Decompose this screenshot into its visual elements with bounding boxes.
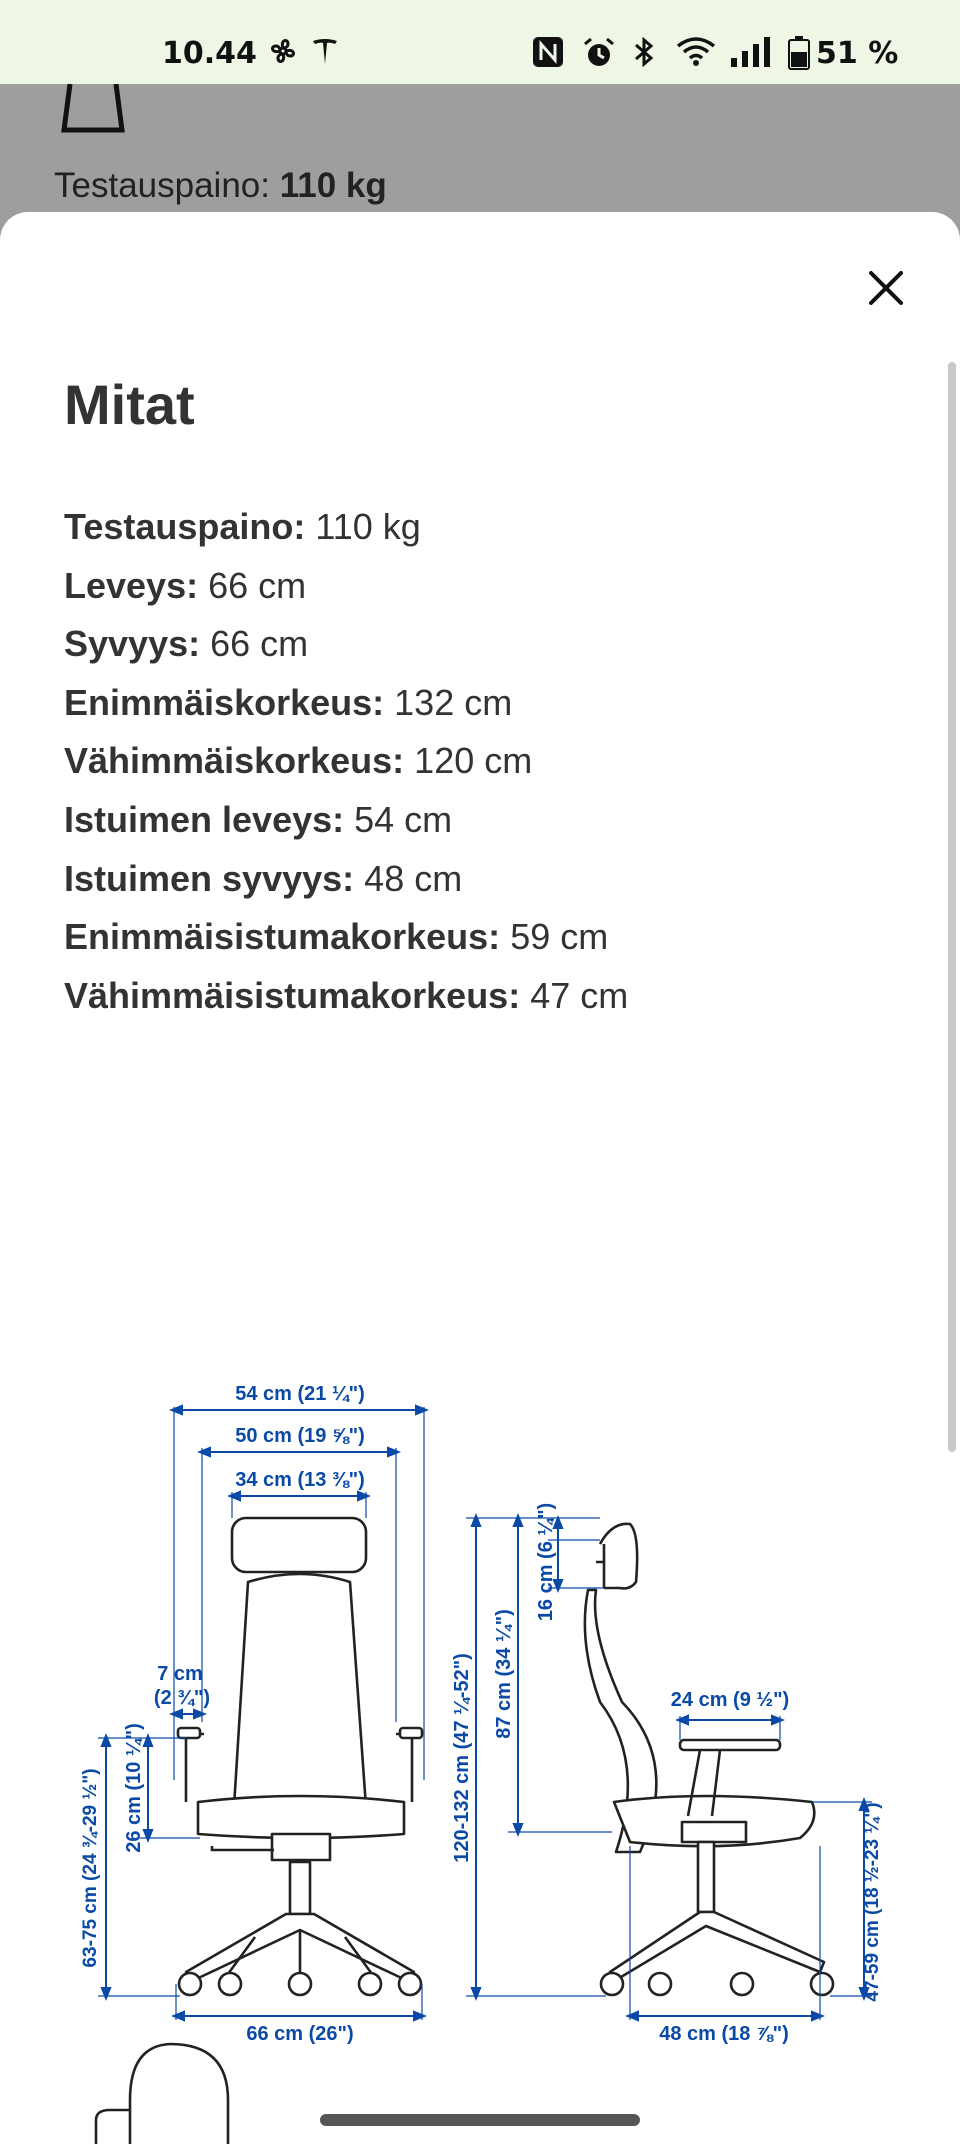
close-icon: [868, 270, 904, 306]
spec-row: [64, 967, 628, 1026]
spec-label: Testauspaino:: [64, 506, 306, 547]
spec-value: 47 cm: [530, 974, 629, 1016]
spec-label: Enimmäisistumakorkeus:: [64, 916, 501, 958]
spec-value: 120 cm: [414, 740, 533, 782]
dim-label-arm-total-height: 63-75 cm (24 ¾-29 ½"): [80, 1768, 101, 1968]
spec-row: [64, 791, 628, 850]
side-chair-drawing: [585, 1524, 833, 1995]
side-base: [610, 1912, 824, 1980]
front-headrest: [232, 1518, 366, 1572]
spec-row: [64, 850, 628, 909]
fan-icon: [268, 36, 298, 74]
background-spec-value: 110 kg: [279, 166, 387, 205]
dim-label-front-width: 54 cm (21 ¼"): [235, 1383, 365, 1405]
front-caster: [219, 1973, 241, 1995]
status-time: 10.44: [162, 36, 257, 71]
spec-value: 110 kg: [315, 506, 421, 547]
dim-label-total-height: 120-132 cm (47 ¼-52"): [451, 1653, 473, 1863]
front-caster: [359, 1973, 381, 1995]
front-armpad-right: [400, 1728, 422, 1738]
dim-label-head-height: 16 cm (6 ¼"): [535, 1502, 557, 1622]
dim-label-back-height: 87 cm (34 ¼"): [493, 1609, 515, 1739]
spec-label: Istuimen leveys:: [64, 798, 345, 840]
spec-value: 66 cm: [210, 623, 309, 665]
home-indicator[interactable]: [320, 2114, 640, 2126]
front-caster: [179, 1973, 201, 1995]
side-armpad: [680, 1740, 780, 1750]
side-gaslift: [698, 1842, 714, 1912]
spec-row: [64, 732, 628, 791]
battery-icon: [788, 36, 810, 78]
next-image-thumbnail: [90, 2040, 250, 2144]
front-mechanism: [272, 1834, 330, 1860]
side-caster: [649, 1973, 671, 1995]
front-caster: [289, 1973, 311, 1995]
front-armpad-left: [178, 1728, 200, 1738]
spec-label: Vähimmäiskorkeus:: [64, 740, 405, 782]
front-backrest: [234, 1574, 366, 1812]
dim-label-armrest-width: 50 cm (19 ⅝"): [235, 1425, 365, 1447]
front-seat: [198, 1796, 404, 1838]
spec-value: 48 cm: [364, 857, 463, 899]
spec-label: Enimmäiskorkeus:: [64, 681, 385, 723]
spec-row: [64, 908, 628, 967]
dimensions-sheet: [0, 212, 960, 2144]
dim-label-arm-gap-inch: (2 ¾"): [153, 1687, 211, 1709]
spec-row: [64, 498, 628, 557]
front-lever: [212, 1846, 274, 1850]
signal-icon: [730, 36, 772, 76]
spec-value: 54 cm: [354, 798, 453, 840]
spec-row: [64, 615, 628, 674]
sheet-title: Mitat: [64, 373, 195, 436]
chair-base-icon: [60, 84, 130, 134]
background-spec-label: Testauspaino:: [54, 166, 270, 205]
spec-value: 132 cm: [394, 681, 513, 723]
side-caster: [731, 1973, 753, 1995]
dim-label-headrest-width: 34 cm (13 ⅜"): [235, 1469, 365, 1491]
alarm-icon: [582, 36, 616, 78]
background-spec: [54, 166, 387, 206]
status-bar: [0, 0, 960, 84]
nfc-icon: [532, 36, 564, 76]
dim-label-base-width: 66 cm (26"): [246, 2023, 354, 2045]
tesla-icon: [310, 36, 340, 74]
spec-row: [64, 674, 628, 733]
dim-label-arm-gap: 7 cm: [157, 1663, 203, 1685]
dim-label-arm-height: 26 cm (10 ¼"): [123, 1723, 145, 1853]
wifi-icon: [676, 36, 716, 76]
side-caster: [601, 1973, 623, 1995]
dim-label-seat-height: 47-59 cm (18 ½-23 ¼"): [862, 1802, 883, 2002]
dim-label-arm-depth: 24 cm (9 ½"): [670, 1689, 790, 1711]
side-headrest-post: [596, 1544, 604, 1588]
front-chair-drawing: [178, 1518, 422, 1995]
spec-label: Leveys:: [64, 564, 199, 606]
spec-label: Vähimmäisistumakorkeus:: [64, 974, 521, 1016]
side-caster: [811, 1973, 833, 1995]
spec-label: Istuimen syvyys:: [64, 857, 355, 899]
close-button[interactable]: [858, 260, 914, 316]
spec-value: 66 cm: [208, 564, 307, 606]
front-caster: [399, 1973, 421, 1995]
side-headrest: [600, 1524, 637, 1589]
side-mechanism: [682, 1822, 746, 1842]
spec-list: [64, 498, 628, 1025]
spec-row: [64, 557, 628, 616]
spec-label: Syvyys:: [64, 623, 201, 665]
bluetooth-icon: [632, 36, 656, 76]
dim-label-seat-depth: 48 cm (18 ⅞"): [659, 2023, 789, 2045]
spec-value: 59 cm: [510, 916, 609, 958]
dimension-diagram: [0, 1162, 960, 2062]
front-gaslift: [290, 1862, 310, 1914]
battery-percent: 51 %: [816, 36, 899, 71]
